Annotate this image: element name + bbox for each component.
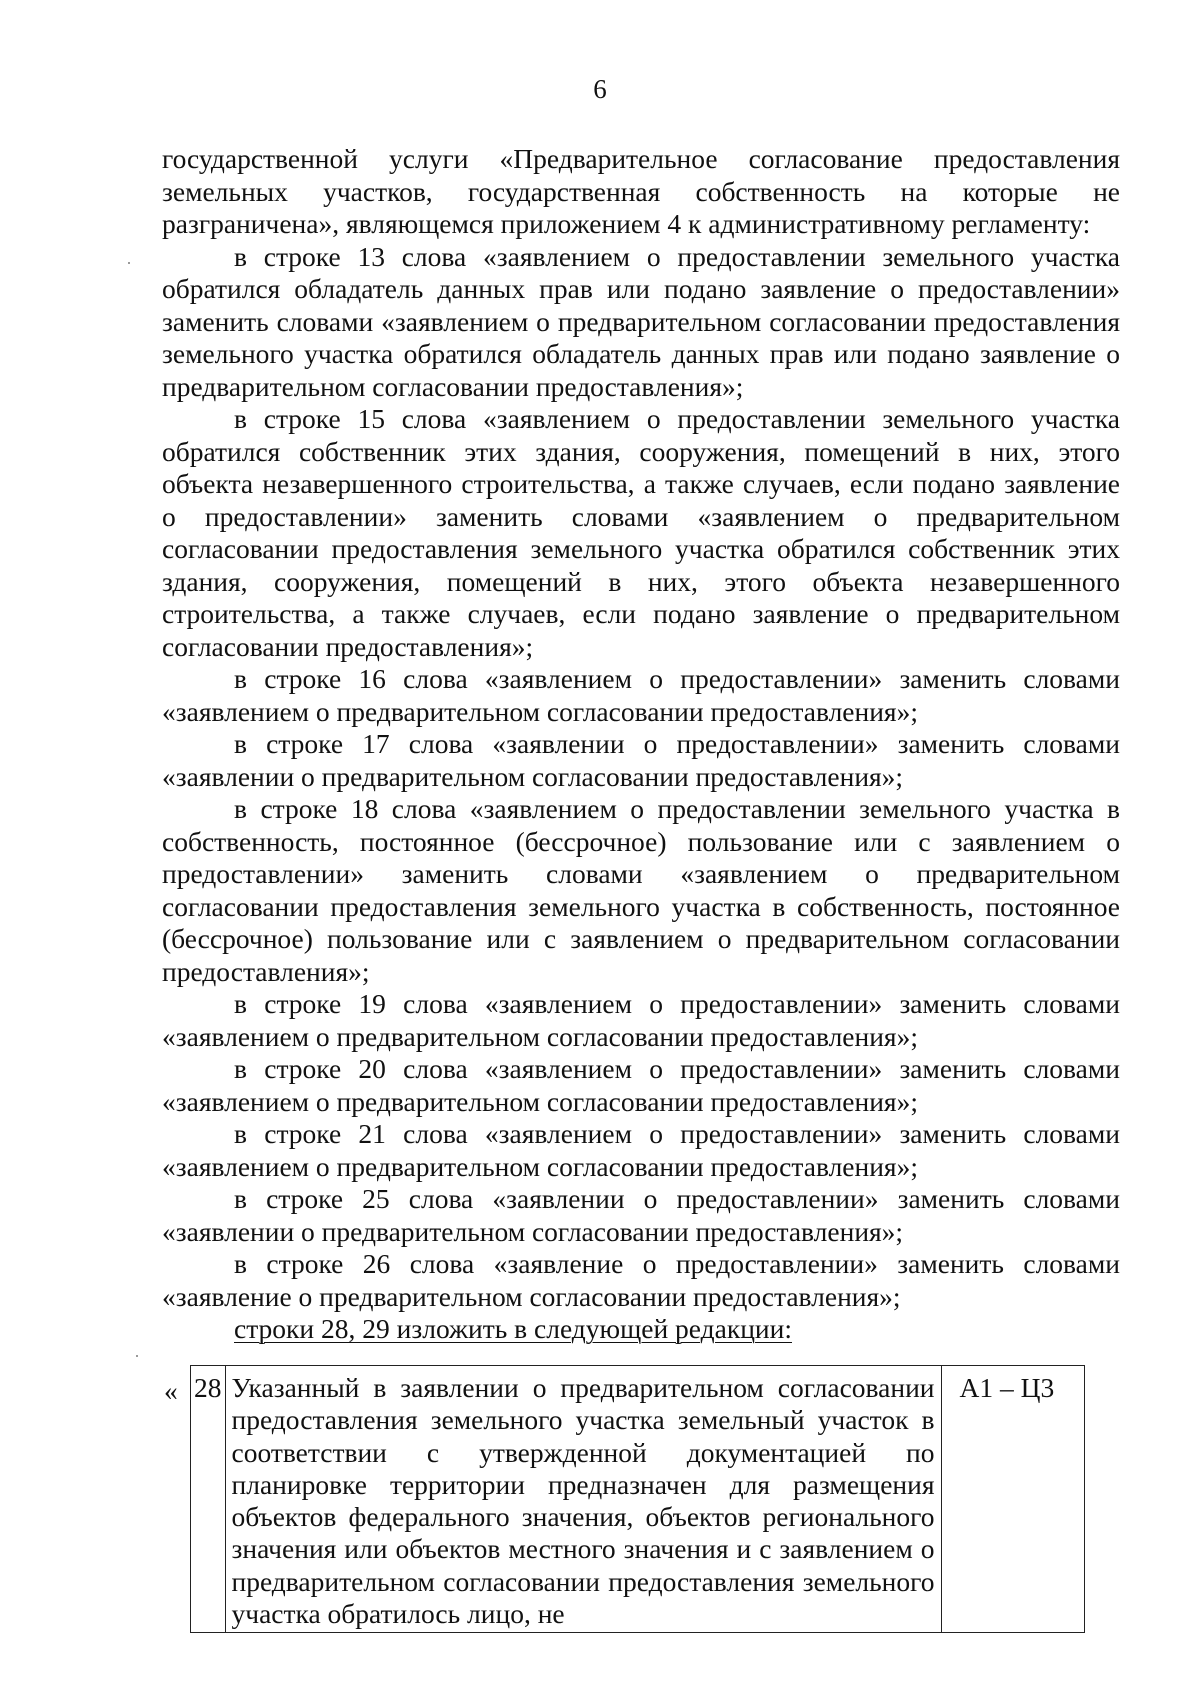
paragraph-row-17: в строке 17 слова «заявлении о предоставлении» заменить словами «заявлении о предварительном согласовании предоставления»; — [162, 728, 1120, 792]
row-code-cell: А1 – Ц3 — [941, 1366, 1084, 1633]
paragraph-row-15: в строке 15 слова «заявлением о предоставлении земельного участка обратился собственник этих здания, сооружения, помещений в них, этого объекта незавершенного строительства, а также случаев, если подано заявление о предоставлении» заменить словами «заявлением о предварительном согласовании предоставления земельного участка обратился собственник этих здания, сооружения, помещений в них, этого объекта незавершенного строительства, а также случаев, если подано заявление о предварительном согласовании предоставления»; — [162, 403, 1120, 662]
table-open-quote: « — [164, 1375, 178, 1406]
paragraph-intro: государственной услуги «Предварительное согласование предоставления земельных участков, государственная собственность на которые не разграничена», являющемся приложением 4 к административному регламенту: — [162, 143, 1120, 239]
paragraph-row-13: в строке 13 слова «заявлением о предоставлении земельного участка обратился обладатель данных прав или подано заявление о предоставлении» заменить словами «заявлением о предварительном согласовании предоставления земельного участка обратился обладатель данных прав или подано заявление о предварительном согласовании предоставления»; — [162, 240, 1120, 402]
paragraph-row-25: в строке 25 слова «заявлении о предоставлении» заменить словами «заявлении о предварительном согласовании предоставления»; — [162, 1183, 1120, 1247]
row-number-cell: 28 — [191, 1366, 226, 1633]
page-number: 6 — [593, 74, 607, 104]
scan-speck — [136, 1355, 138, 1357]
paragraph-row-26: в строке 26 слова «заявление о предоставлении» заменить словами «заявление о предварительном согласовании предоставления»; — [162, 1248, 1120, 1312]
paragraph-row-19: в строке 19 слова «заявлением о предоставлении» заменить словами «заявлением о предварительном согласовании предоставления»; — [162, 988, 1120, 1052]
document-body — [162, 143, 1120, 1346]
paragraph-rows-28-29 — [162, 1313, 1120, 1346]
paragraph-row-18: в строке 18 слова «заявлением о предоставлении земельного участка в собственность, постоянное (бессрочное) пользование или с заявлением о предоставлении» заменить словами «заявлением о предварительном согласовании предоставления земельного участка в собственность, постоянное (бессрочное) пользование или с заявлением о предварительном согласовании предоставления»; — [162, 793, 1120, 987]
paragraph-row-21: в строке 21 слова «заявлением о предоставлении» заменить словами «заявлением о предварительном согласовании предоставления»; — [162, 1118, 1120, 1182]
scan-speck — [128, 262, 130, 264]
rows-28-29-instruction: строки 28, 29 изложить в следующей редакции: — [234, 1313, 792, 1344]
table-row — [191, 1366, 1085, 1633]
paragraph-row-20: в строке 20 слова «заявлением о предоставлении» заменить словами «заявлением о предварительном согласовании предоставления»; — [162, 1053, 1120, 1117]
row-text-cell: Указанный в заявлении о предварительном согласовании предоставления земельного участка земельный участок в соответствии с утвержденной документацией по планировке территории предназначен для размещения объектов федерального значения, объектов регионального значения или объектов местного значения и с заявлением о предварительном согласовании предоставления земельного участка обратилось лицо, не — [225, 1366, 941, 1633]
paragraph-row-16: в строке 16 слова «заявлением о предоставлении» заменить словами «заявлением о предварительном согласовании предоставления»; — [162, 663, 1120, 727]
amendment-table — [190, 1365, 1085, 1633]
